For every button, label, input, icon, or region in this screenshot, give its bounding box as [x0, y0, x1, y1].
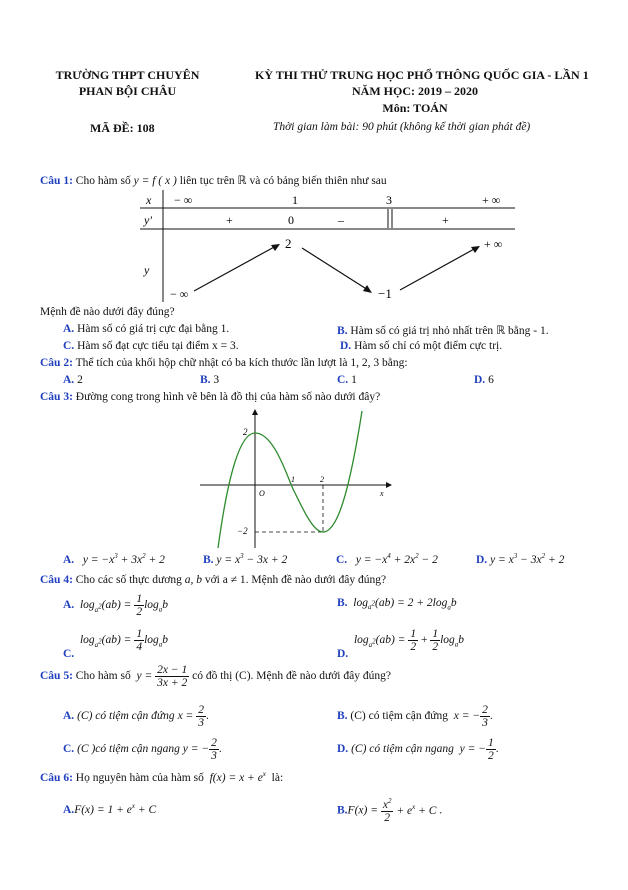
q2-option-d[interactable]: D. 6 [474, 374, 494, 386]
vt-yhigh: + ∞ [484, 237, 503, 251]
q1-option-c[interactable]: C. Hàm số đạt cực tiểu tại điểm x = 3. [63, 340, 239, 352]
q2-stem: Câu 2: Thể tích của khối hộp chữ nhật có ba kích thước lần lượt là 1, 2, 3 bằng: [40, 357, 408, 369]
vt-ylow: − ∞ [170, 287, 189, 301]
vt-max: 2 [285, 236, 292, 251]
q4-option-c[interactable]: C. $\log_{a^2}(ab)$ = $\frac{1}{4}$ $\log_ab$ [63, 628, 169, 661]
q1-option-a[interactable]: A. Hàm số có giá trị cực đại bằng 1. [63, 323, 230, 335]
q4-option-b[interactable]: B. $\log_{a^2}(ab) = 2 + 2\log_ab$ [337, 597, 457, 612]
q6-option-b[interactable]: B.F(x) = $\frac{x^2}{2}$ + $e^x + C$ . [337, 797, 443, 824]
vt-one: 1 [292, 193, 298, 207]
q5-option-a[interactable]: A. (C) có tiệm cận đứng x = $\frac{2}{3}$ . [63, 704, 209, 730]
vt-min: −1 [378, 286, 392, 301]
vt-zero: 0 [288, 213, 294, 227]
graph-x-label: x [380, 489, 384, 498]
school-year: NĂM HỌC: 2019 – 2020 [352, 84, 478, 98]
exam-title: KỲ THI THỬ TRUNG HỌC PHỔ THÔNG QUỐC GIA - LẦN 1 [255, 68, 589, 82]
q3-option-b[interactable]: B. $y = x^3 - 3x + 2$ [203, 552, 288, 566]
q3-option-d[interactable]: D. $y = x^3 - 3x^2 + 2$ [476, 552, 565, 566]
graph-y2: 2 [243, 427, 248, 437]
exam-code: MÃ ĐỀ: 108 [90, 121, 155, 135]
school-name-line1: TRƯỜNG THPT CHUYÊN [55, 68, 200, 82]
q6-stem: Câu 6: Họ nguyên hàm của hàm số $f(x) = x + e^x$ là: [40, 770, 284, 784]
q5-option-c[interactable]: C. (C )có tiệm cận ngang y = − $\frac{2}{3}$ . [63, 737, 222, 763]
vt-minf: − ∞ [174, 193, 193, 207]
q1-option-d[interactable]: D. Hàm số chỉ có một điểm cực trị. [340, 340, 503, 352]
graph-origin: O [259, 489, 265, 498]
q5-option-b[interactable]: B. (C) có tiệm cận đứng x = − $\frac{2}{3}$ . [337, 704, 493, 730]
vt-three: 3 [386, 193, 392, 207]
vt-plus1: + [226, 213, 233, 227]
q3-option-a[interactable]: A. $y = -x^3 + 3x^2 + 2$ [63, 552, 165, 566]
q2-option-c[interactable]: C. 1 [337, 374, 357, 386]
vt-pinf: + ∞ [482, 193, 501, 207]
subject: Môn: TOÁN [382, 101, 448, 115]
graph-two: 2 [320, 475, 324, 484]
vt-plus2: + [442, 213, 449, 227]
q2-option-b[interactable]: B. 3 [200, 374, 220, 386]
vt-y: y [144, 263, 150, 277]
q4-option-a[interactable]: A. $\log_{a^2}(ab)$ = $\frac{1}{2}$ $\log_ab$ [63, 593, 169, 619]
q1-stem: Câu 1: Cho hàm số y = f ( x ) liên tục trên ℝ và có bảng biến thiên như sau [40, 173, 387, 187]
q6-option-a[interactable]: $A.F(x) = 1 + e^x + C$ [63, 802, 157, 816]
vt-x: x [146, 193, 152, 207]
q4-stem: Câu 4: Cho các số thực dương a, b với a ≠ 1. Mệnh đề nào dưới đây đúng? [40, 574, 387, 586]
q3-stem: Câu 3: Đường cong trong hình vẽ bên là đồ thị của hàm số nào dưới đây? [40, 391, 381, 403]
q3-graph [190, 405, 400, 550]
exam-time: Thời gian làm bài: 90 phút (không kể thời gian phát đề) [273, 121, 531, 133]
graph-ym2: −2 [237, 526, 248, 536]
q3-option-c[interactable]: C. $y = -x^4 + 2x^2 - 2$ [336, 552, 438, 566]
q4-option-d[interactable]: D. $\log_{a^2}(ab)$ = $\frac{1}{2}$ + $\frac{1}{2}$ $\log_ab$ [337, 628, 465, 661]
q5-option-d[interactable]: D. (C) có tiệm cận ngang y = − $\frac{1}{2}$ . [337, 737, 499, 763]
vt-minus: – [338, 213, 344, 227]
q1-prompt: Mệnh đề nào dưới đây đúng? [40, 306, 175, 318]
vt-yp: y' [144, 213, 152, 227]
q2-option-a[interactable]: A. 2 [63, 374, 83, 386]
school-name-line2: PHAN BỘI CHÂU [78, 84, 177, 98]
graph-one: 1 [291, 475, 295, 484]
q5-stem: Câu 5: Cho hàm số y = $\frac{2x - 1}{3x + 2}$ có đồ thị (C). Mệnh đề nào dưới đây đúng? [40, 664, 391, 690]
q1-option-b[interactable]: B. Hàm số có giá trị nhỏ nhất trên ℝ bằng - 1. [337, 323, 549, 337]
variation-table [130, 188, 520, 306]
